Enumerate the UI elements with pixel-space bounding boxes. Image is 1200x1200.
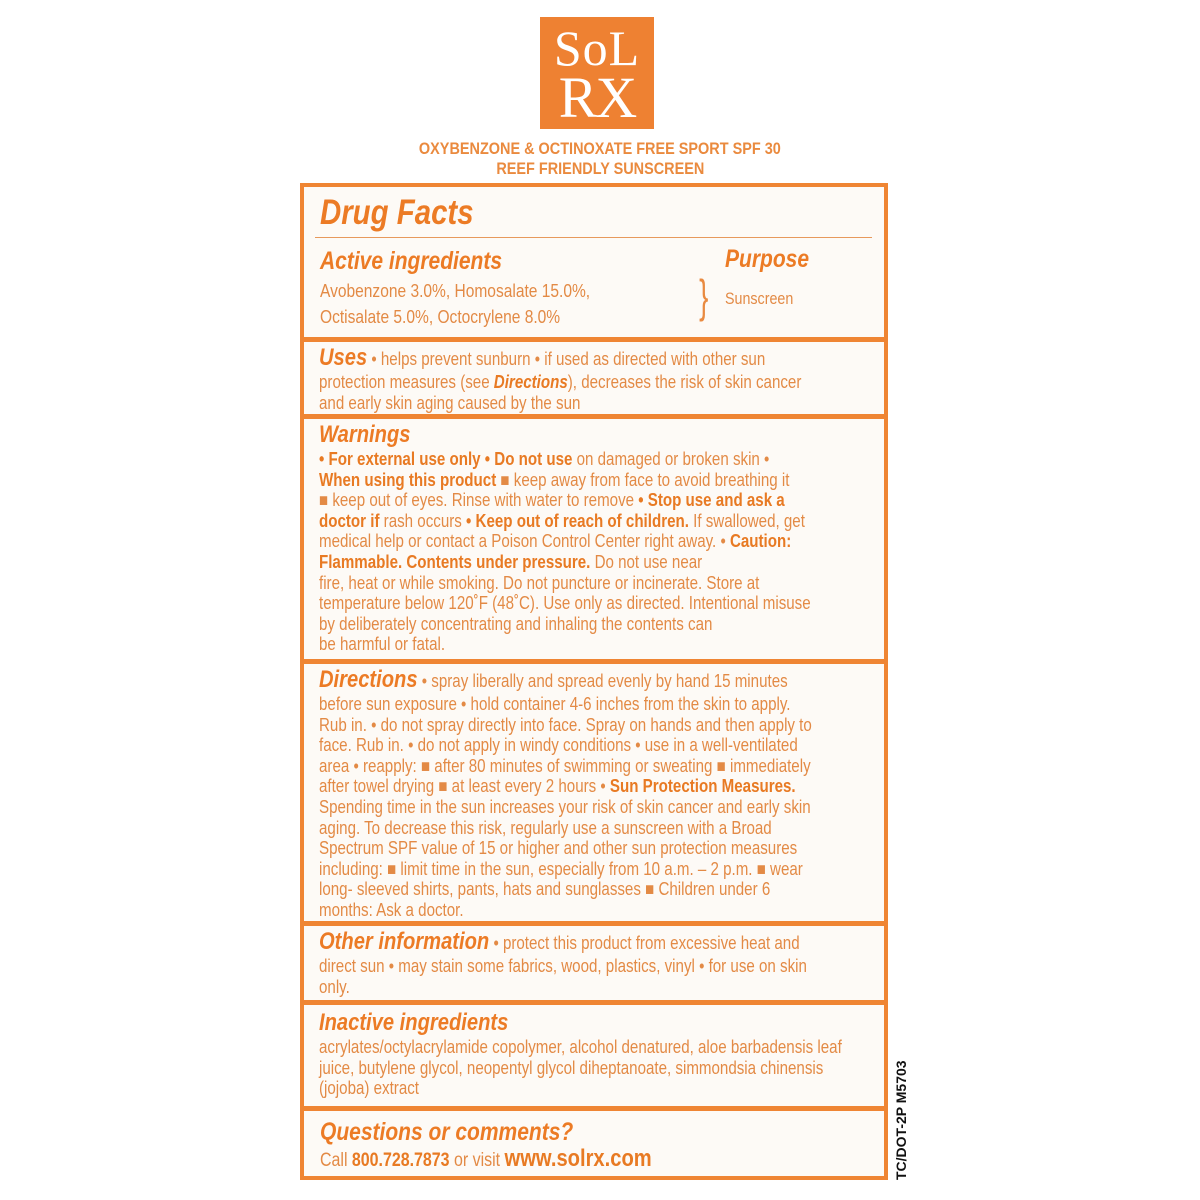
text-segment: • helps prevent sunburn • if used as directed with other sun — [367, 349, 766, 369]
text-line — [319, 344, 794, 372]
active-ingredients-line1: Avobenzone 3.0%, Homosalate 15.0%, — [320, 280, 591, 301]
drug-facts-title: Drug Facts — [320, 193, 474, 232]
text-line — [319, 956, 807, 977]
text-line — [319, 490, 794, 511]
text-segment: • protect this product from excessive heat and — [489, 933, 800, 953]
text-line — [319, 858, 803, 880]
text-segment: Spectrum SPF value of 15 or higher and other sun protection measures — [319, 838, 798, 859]
text-segment: • spray liberally and spread evenly by hand 15 minutes — [417, 671, 788, 691]
text-line — [319, 634, 794, 655]
active-ingredients-line2: Octisalate 5.0%, Octocrylene 8.0% — [320, 306, 561, 327]
section-inactive-ingredients — [304, 1005, 884, 1111]
solrx-logo — [540, 17, 654, 129]
text-line — [319, 735, 798, 756]
text-segment: Caution: — [729, 531, 792, 552]
text-segment: direct sun • may stain some fabrics, wood, plastics, vinyl • for use on skin — [319, 956, 807, 976]
text-line — [319, 838, 798, 859]
section-questions — [304, 1111, 884, 1180]
section-uses — [304, 342, 884, 419]
text-segment: after towel drying ■ at least every 2 hours • — [319, 776, 610, 797]
text-line — [319, 900, 794, 921]
text-segment: face. Rub in. • do not apply in windy conditions • use in a well-ventilated — [319, 735, 798, 756]
section-heading: Inactive ingredients — [319, 1009, 509, 1036]
section-heading: Other information — [319, 928, 490, 955]
brace-icon: } — [699, 270, 709, 322]
section-heading: Directions — [319, 666, 418, 693]
text-segment: by deliberately concentrating and inhaling the contents can — [319, 613, 713, 634]
text-segment: Rub in. • do not spray directly into face. Spray on hands and then apply to — [319, 714, 812, 735]
text-line — [319, 977, 794, 998]
product-subtitle-1: OXYBENZONE & OCTINOXATE FREE SPORT SPF 30 — [419, 139, 781, 158]
text-line — [319, 666, 794, 694]
text-line — [319, 470, 794, 491]
text-segment: When using this product — [319, 469, 501, 490]
text-segment: • For external use only • Do not use — [319, 449, 573, 469]
text-segment: Spending time in the sun increases your risk of skin cancer and early skin — [319, 796, 811, 817]
section-active-ingredients — [304, 187, 884, 342]
or-visit-label: or visit — [449, 1150, 505, 1171]
text-segment: Do not use near — [590, 551, 703, 572]
text-segment: juice, butylene glycol, neopentyl glycol diheptanoate, simmondsia chinensis — [319, 1057, 824, 1078]
text-segment: (jojoba) extract — [319, 1078, 420, 1099]
text-segment: temperature below 120˚F (48˚C). Use only as directed. Intentional misuse — [319, 593, 811, 614]
product-subtitle-2: REEF FRIENDLY SUNSCREEN — [496, 159, 704, 178]
text-line — [319, 776, 794, 797]
text-line — [319, 928, 800, 956]
text-segment: fire, heat or while smoking. Do not puncture or incinerate. Store at — [319, 572, 760, 593]
text-segment: • Keep out of reach of children. — [466, 510, 689, 531]
section-directions — [304, 664, 884, 926]
text-line — [319, 552, 794, 573]
side-code: TC/DOT-2P M5703 — [893, 1060, 909, 1180]
drug-facts-panel — [300, 183, 888, 1180]
text-segment: long- sleeved shirts, pants, hats and sunglasses ■ Children under 6 — [319, 879, 771, 900]
text-line — [319, 614, 794, 635]
text-line — [319, 1009, 794, 1037]
logo-line2: RX — [558, 65, 636, 130]
text-line — [319, 1078, 794, 1099]
text-line — [319, 1037, 842, 1058]
text-segment: Flammable. Contents under pressure. — [319, 551, 591, 572]
text-segment: ), decreases the risk of skin cancer — [567, 372, 802, 392]
text-segment: be harmful or fatal. — [319, 634, 446, 655]
text-segment: ■ keep out of eyes. Rinse with water to remove — [319, 490, 639, 511]
text-segment: months: Ask a doctor. — [319, 899, 464, 920]
text-line — [319, 879, 794, 900]
text-segment: before sun exposure • hold container 4-6 inches from the skin to apply. — [319, 694, 791, 714]
purpose-heading: Purpose — [725, 245, 810, 273]
text-segment: and early skin aging caused by the sun — [319, 392, 581, 413]
text-segment: ■ keep away from face to avoid breathing it — [500, 469, 790, 490]
text-line — [319, 593, 811, 614]
text-segment: medical help or contact a Poison Control Center right away. • — [319, 531, 730, 552]
text-segment: only. — [319, 976, 350, 997]
text-line — [319, 573, 794, 594]
text-line — [319, 694, 794, 715]
phone-number[interactable]: 800.728.7873 — [351, 1150, 450, 1171]
purpose-value: Sunscreen — [725, 289, 794, 308]
section-warnings — [304, 419, 884, 664]
text-segment: • Stop use and ask a — [638, 490, 785, 511]
text-segment: aging. To decrease this risk, regularly use a sunscreen with a Broad — [319, 817, 772, 838]
questions-heading: Questions or comments? — [320, 1118, 574, 1146]
text-segment: If swallowed, get — [688, 510, 805, 531]
text-segment: on damaged or broken skin • — [572, 449, 770, 469]
text-line — [319, 818, 794, 839]
text-segment: doctor if — [319, 510, 380, 531]
active-ingredients-heading: Active ingredients — [320, 247, 503, 275]
contact-line — [320, 1145, 652, 1173]
text-line — [319, 755, 811, 777]
section-other-information — [304, 926, 884, 1005]
text-line — [319, 510, 805, 532]
text-line — [319, 1057, 824, 1079]
text-segment: area • reapply: ■ after 80 minutes of swimming or sweating ■ immediately — [319, 755, 811, 776]
text-segment: Sun Protection Measures. — [609, 776, 796, 797]
text-line — [319, 421, 794, 449]
text-line — [319, 714, 812, 736]
text-segment: Directions — [493, 372, 568, 392]
text-segment: protection measures (see — [319, 372, 494, 392]
text-segment: rash occurs — [379, 510, 467, 531]
section-heading: Uses — [319, 344, 368, 371]
text-line — [319, 796, 811, 818]
title-divider — [315, 237, 872, 238]
text-line — [319, 531, 794, 552]
text-line — [319, 449, 794, 470]
website-link[interactable]: www.solrx.com — [504, 1145, 652, 1172]
call-label: Call — [320, 1150, 352, 1171]
logo-line1: SoL — [553, 20, 641, 76]
text-line — [319, 372, 802, 393]
text-segment: including: ■ limit time in the sun, especially from 10 a.m. – 2 p.m. ■ wear — [319, 858, 803, 879]
text-segment: acrylates/octylacrylamide copolymer, alcohol denatured, aloe barbadensis leaf — [319, 1037, 842, 1057]
section-heading: Warnings — [319, 421, 411, 448]
text-line — [319, 393, 794, 414]
